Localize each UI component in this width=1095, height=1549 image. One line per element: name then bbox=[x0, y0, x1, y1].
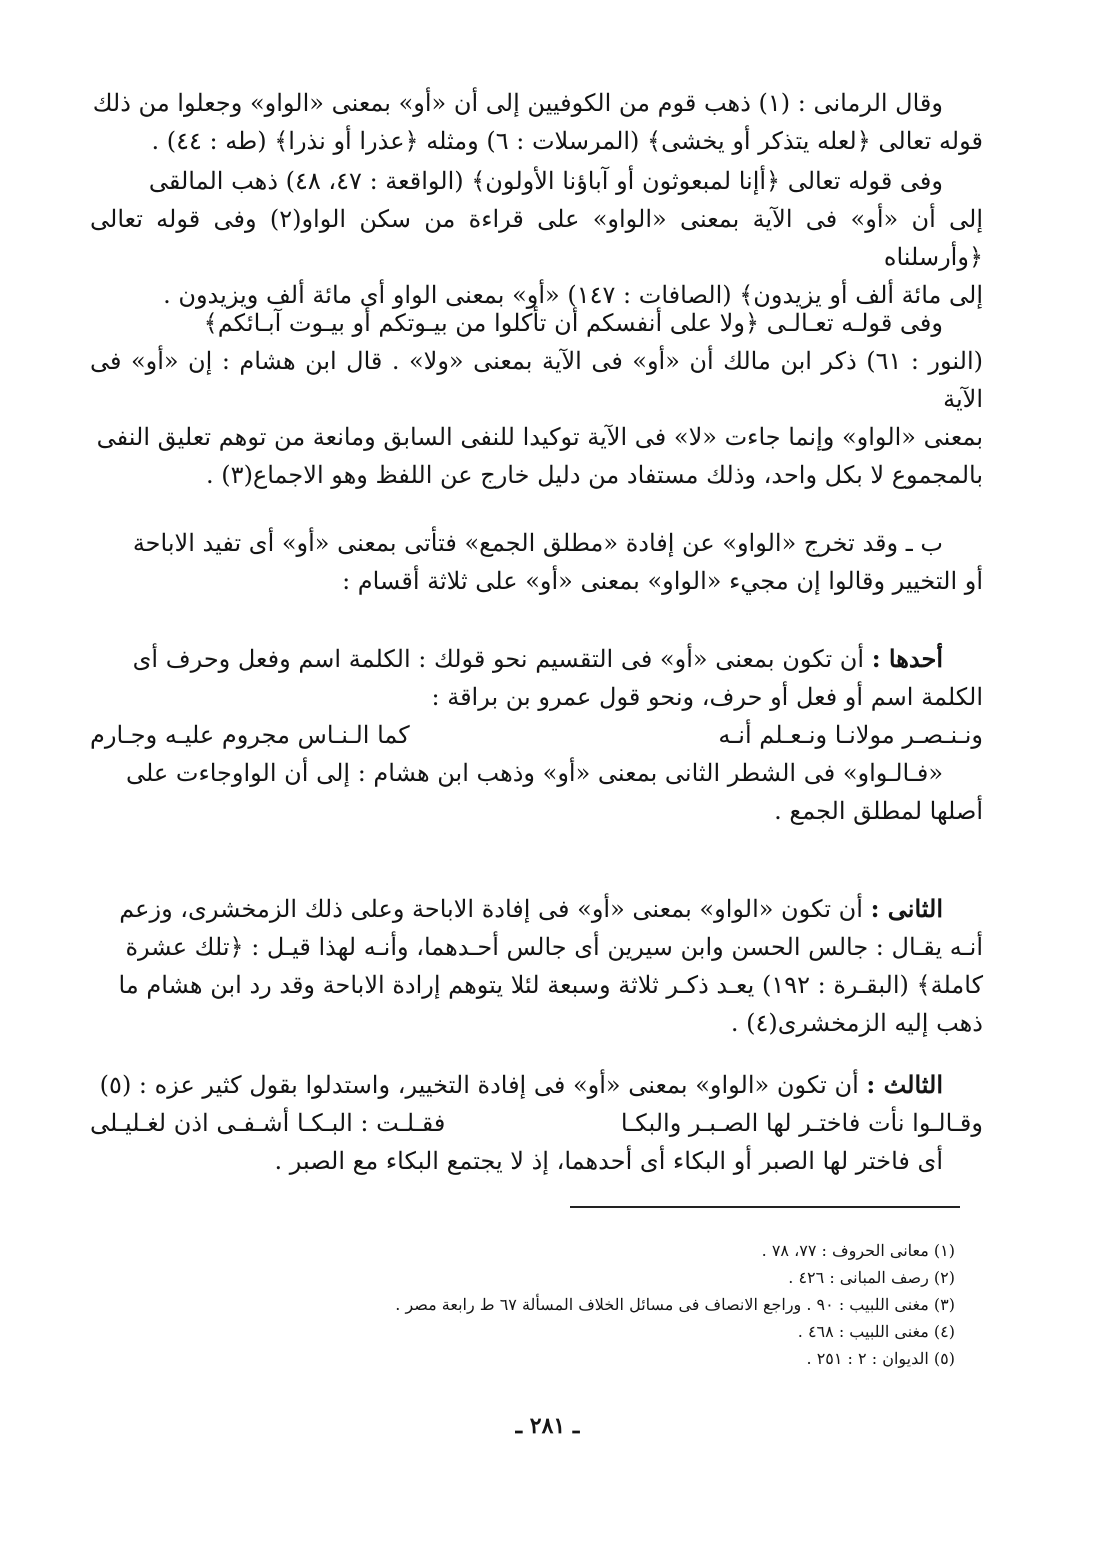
text-line: ب ـ وقد تخرج «الواو» عن إفادة «مطلق الجمع» فتأتى بمعنى «أو» أى تفيد الاباحة bbox=[132, 529, 943, 557]
poem-verse bbox=[90, 1104, 983, 1142]
text-line: كاملة﴾ (البقـرة : ١٩٢) يعـد ذكـر ثلاثة وسبعة لئلا يتوهم إرادة الاباحة وقد رد ابن هشام ما bbox=[118, 971, 983, 999]
text-span: أن تكون بمعنى «أو» فى التقسيم نحو قولك : الكلمة اسم وفعل وحرف أى bbox=[132, 645, 872, 673]
text-line: أنـه يقـال : جالس الحسن وابن سيرين أى جالس أحـدهما، وأنـه لهذا قيـل : ﴿تلك عشرة bbox=[125, 933, 983, 961]
page-number: ـ ٢٨١ ـ bbox=[515, 1413, 580, 1439]
text-line bbox=[90, 890, 983, 928]
footnote: (١) معانى الحروف : ٧٧، ٧٨ . bbox=[761, 1241, 955, 1260]
text-line bbox=[90, 1066, 983, 1104]
text-line: (النور : ٦١) ذكر ابن مالك أن «أو» فى الآية بمعنى «ولا» . قال ابن هشام : إن «أو» فى الآية bbox=[90, 347, 983, 413]
case-label: أحدها : bbox=[871, 644, 943, 673]
case-first bbox=[90, 640, 983, 830]
footnote: (٤) مغنى اللبيب : ٤٦٨ . bbox=[797, 1322, 955, 1341]
case-third bbox=[90, 1066, 983, 1180]
footnote-separator bbox=[570, 1206, 960, 1208]
verse-first-hemistich: وقـالـوا نأت فاختـر لها الصـبـر والبكـا bbox=[620, 1109, 983, 1137]
text-line: ذهب إليه الزمخشرى(٤) . bbox=[730, 1009, 983, 1037]
paragraph-rummani bbox=[90, 84, 983, 160]
text-line: أى فاختر لها الصبر أو البكاء أى أحدهما، إذ لا يجتمع البكاء مع الصبر . bbox=[274, 1147, 943, 1175]
verse-second-hemistich: كما الـنـاس مجروم عليـه وجـارم bbox=[90, 721, 410, 749]
text-line: بالمجموع لا بكل واحد، وذلك مستفاد من دليل خارج عن اللفظ وهو الاجماع(٣) . bbox=[206, 461, 983, 489]
text-line: الكلمة اسم أو فعل أو حرف، ونحو قول عمرو بن براقة : bbox=[431, 683, 983, 711]
text-line: أو التخيير وقالوا إن مجيء «الواو» بمعنى «أو» على ثلاثة أقسام : bbox=[342, 567, 983, 595]
case-label: الثانى : bbox=[870, 894, 943, 923]
paragraph-nur bbox=[90, 304, 983, 494]
text-line: وفى قولـه تعـالـى ﴿ولا على أنفسكم أن تأكلوا من بيـوتكم أو بيـوت آبـائكم﴾ bbox=[203, 309, 943, 337]
text-line: «فـالـواو» فى الشطر الثانى بمعنى «أو» وذهب ابن هشام : إلى أن الواوجاءت على bbox=[125, 759, 943, 787]
text-line: قوله تعالى ﴿لعله يتذكر أو يخشى﴾ (المرسلات : ٦) ومثله ﴿عذرا أو نذرا﴾ (طه : ٤٤) . bbox=[151, 127, 983, 155]
text-line bbox=[90, 640, 983, 678]
poem-verse bbox=[90, 716, 983, 754]
footnotes bbox=[300, 1237, 955, 1372]
case-label: الثالث : bbox=[866, 1070, 943, 1099]
verse-first-hemistich: ونـنـصـر مولانـا ونـعـلم أنـه bbox=[718, 721, 983, 749]
text-line: بمعنى «الواو» وإنما جاءت «لا» فى الآية توكيدا للنفى السابق ومانعة من توهم تعليق النفى bbox=[96, 423, 983, 451]
text-span: أن تكون «الواو» بمعنى «أو» فى إفادة التخيير، واستدلوا بقول كثير عزه : (٥) bbox=[99, 1071, 867, 1099]
text-span: أن تكون «الواو» بمعنى «أو» فى إفادة الاباحة وعلى ذلك الزمخشرى، وزعم bbox=[119, 895, 871, 923]
footnote: (٣) مغنى اللبيب : ٩٠ . وراجع الانصاف فى مسائل الخلاف المسألة ٦٧ ط رابعة مصر . bbox=[395, 1295, 955, 1314]
text-line: أصلها لمطلق الجمع . bbox=[774, 797, 983, 825]
text-line: وفى قوله تعالى ﴿أإنا لمبعوثون أو آباؤنا الأولون﴾ (الواقعة : ٤٧، ٤٨) ذهب المالقى bbox=[148, 167, 943, 195]
text-line: وقال الرمانى : (١) ذهب قوم من الكوفيين إلى أن «أو» بمعنى «الواو» وجعلوا من ذلك bbox=[92, 89, 943, 117]
section-b bbox=[90, 524, 983, 600]
text-line: إلى مائة ألف أو يزيدون﴾ (الصافات : ١٤٧) «أو» بمعنى الواو أى مائة ألف ويزيدون . bbox=[163, 281, 983, 309]
paragraph-waqia bbox=[90, 162, 983, 314]
case-second bbox=[90, 890, 983, 1042]
footnote: (٢) رصف المبانى : ٤٢٦ . bbox=[788, 1268, 955, 1287]
verse-second-hemistich: فقـلـت : البـكـا أشـفـى اذن لغـليـلى bbox=[90, 1109, 446, 1137]
text-line: إلى أن «أو» فى الآية بمعنى «الواو» على قراءة من سكن الواو(٢) وفى قوله تعالى ﴿وأرسلناه bbox=[90, 205, 983, 271]
footnote: (٥) الديوان : ٢ : ٢٥١ . bbox=[806, 1349, 955, 1368]
